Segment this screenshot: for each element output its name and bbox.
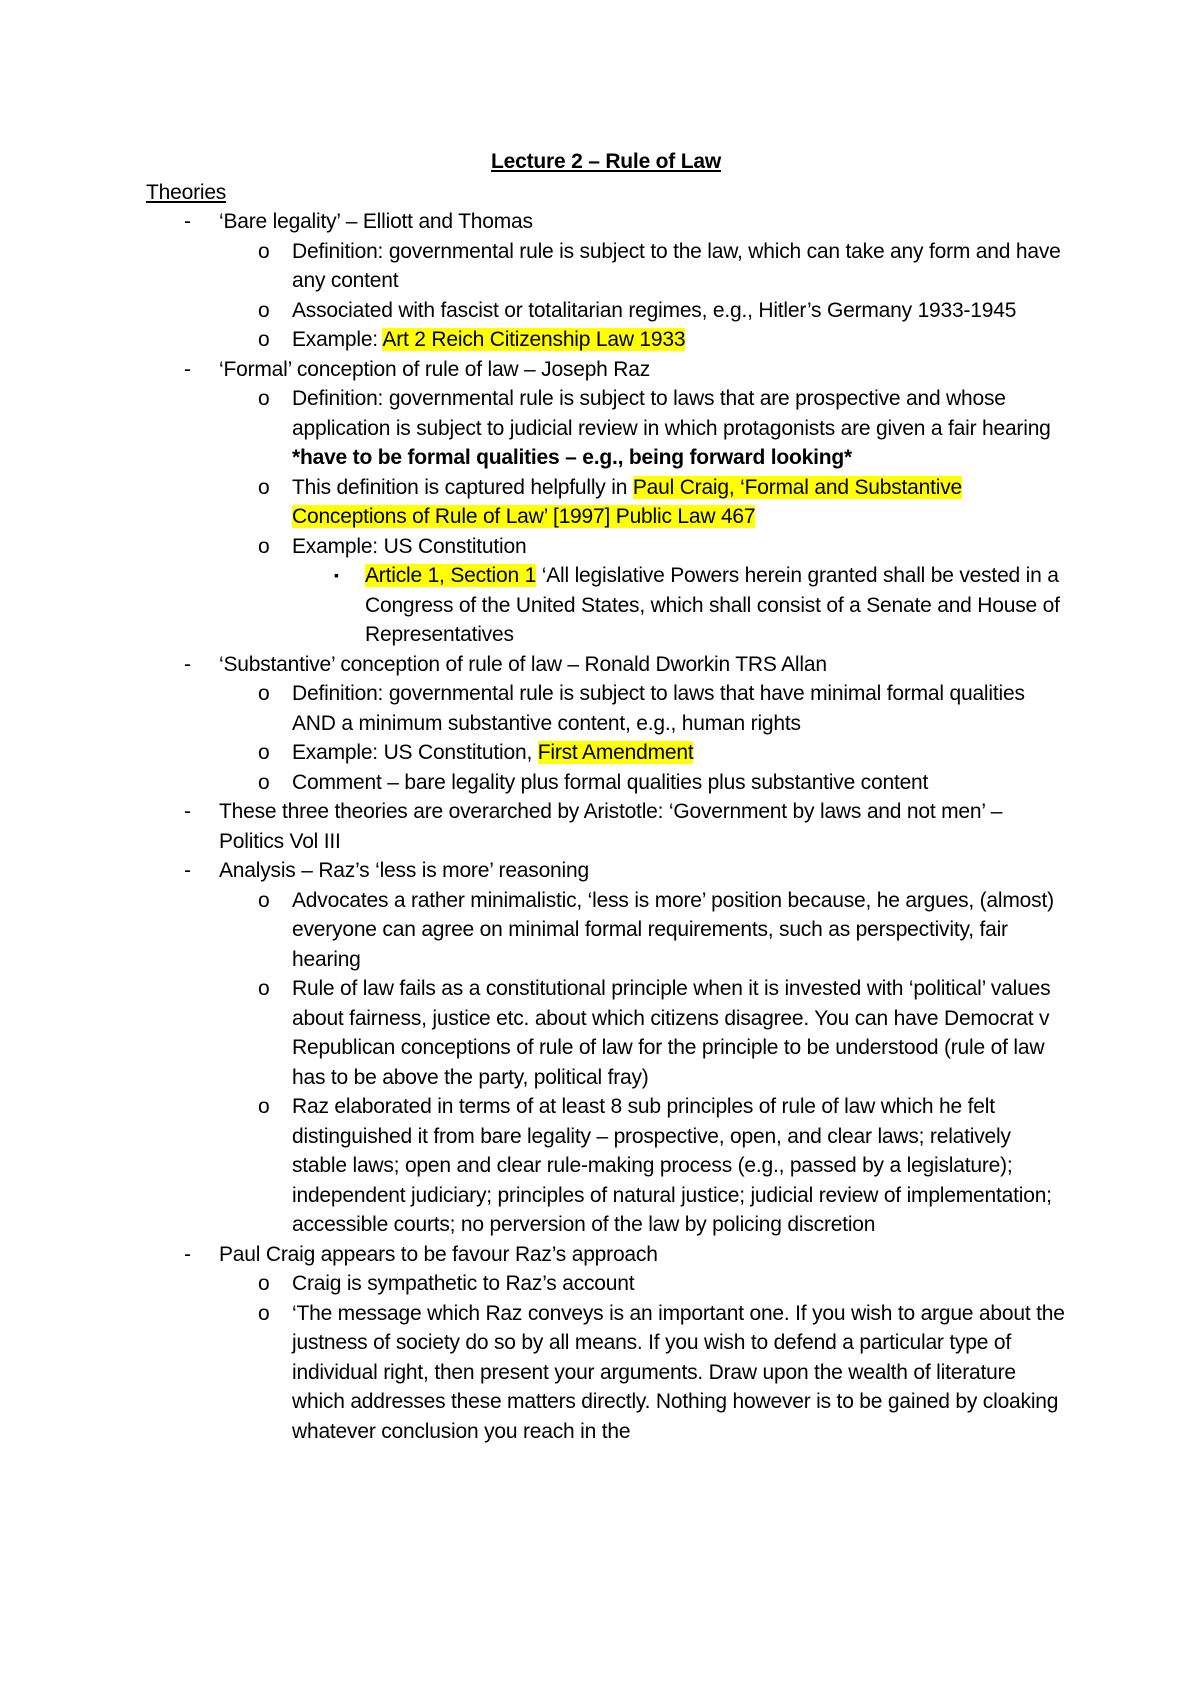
circle-bullet: o bbox=[258, 387, 270, 410]
sub-list-item bbox=[146, 738, 1066, 768]
circle-bullet: o bbox=[258, 298, 270, 322]
sub-list-item bbox=[146, 679, 1066, 738]
list-item-text: ‘Formal’ conception of rule of law – Joseph Raz bbox=[219, 357, 651, 381]
sub-list-item-text: Definition: governmental rule is subject to the law, which can take any form and have any content bbox=[292, 239, 1061, 292]
sub-list-item bbox=[146, 237, 1066, 296]
highlighted-text: Article 1, Section 1 bbox=[365, 564, 537, 587]
list-item-text: ‘Bare legality’ – Elliott and Thomas bbox=[219, 210, 533, 233]
sub-sub-list-item-text: ‘All legislative Powers herein granted shall be vested in a Congress of the United States, which shall consist of a Senate and House of Representatives bbox=[365, 564, 1060, 646]
sub-list-item-text: Advocates a rather minimalistic, ‘less is more’ position because, he argues, (almost) everyone can agree on minimal formal requirements, such as perspectivity, fair hearing bbox=[292, 888, 1054, 971]
sub-list-item-text: Associated with fascist or totalitarian regimes, e.g., Hitler’s Germany 1933-1945 bbox=[292, 298, 1017, 322]
sub-list-item-text: Craig is sympathetic to Raz’s account bbox=[292, 1272, 635, 1295]
sub-list-item bbox=[146, 532, 1066, 562]
sub-list-item bbox=[146, 325, 1066, 355]
sub-list-item-text: Comment – bare legality plus formal qualities plus substantive content bbox=[292, 770, 929, 794]
list-item bbox=[146, 207, 1066, 237]
sub-list-item-text: Raz elaborated in terms of at least 8 sub principles of rule of law which he felt distinguished it from bare legality – prospective, open, and clear laws; relatively stable laws; open and clear rule-making process (e.g., passed by a legislature); independent judiciary; principles of natural justice; judicial review of implementation; accessible courts; no perversion of the law by policing discretion bbox=[292, 1095, 1052, 1236]
circle-bullet: o bbox=[258, 770, 270, 794]
sub-list-item-text: ‘The message which Raz conveys is an important one. If you wish to argue about the justness of society do so by all means. If you wish to defend a particular type of individual right, then present your arguments. Draw upon the wealth of literature which addresses these matters directly. Nothing however is to be gained by cloaking whatever conclusion you reach in the bbox=[292, 1301, 1065, 1443]
sub-list-item bbox=[146, 886, 1066, 975]
sub-list-item bbox=[146, 1092, 1066, 1240]
sub-list-item-text: This definition is captured helpfully in bbox=[292, 475, 633, 499]
list-item-text: These three theories are overarched by Aristotle: ‘Government by laws and not men’ – Politics Vol III bbox=[219, 800, 1003, 853]
dash-bullet: - bbox=[184, 800, 191, 823]
circle-bullet: o bbox=[258, 741, 270, 764]
sub-list-item-text: Example: US Constitution, bbox=[292, 741, 538, 764]
sub-list-item bbox=[146, 473, 1066, 532]
list-item-text: ‘Substantive’ conception of rule of law – Ronald Dworkin TRS Allan bbox=[219, 652, 827, 676]
circle-bullet: o bbox=[258, 1301, 270, 1325]
list-item bbox=[146, 797, 1066, 856]
sub-list-item bbox=[146, 974, 1066, 1092]
sub-list-item-text: Example: bbox=[292, 328, 383, 351]
list-item bbox=[146, 355, 1066, 385]
list-item-text: Paul Craig appears to be favour Raz’s approach bbox=[219, 1242, 658, 1266]
list-item bbox=[146, 1240, 1066, 1270]
dash-bullet: - bbox=[184, 1242, 191, 1266]
sub-sub-list-item bbox=[146, 561, 1066, 650]
circle-bullet: o bbox=[258, 888, 270, 912]
sub-list-item-text: Rule of law fails as a constitutional principle when it is invested with ‘political’ values about fairness, justice etc. about which citizens disagree. You can have Democrat v Republican conceptions of rule of law for the principle to be understood (rule of law has to be above the party, political fray) bbox=[292, 977, 1051, 1089]
sub-list-item bbox=[146, 296, 1066, 326]
sub-list-item bbox=[146, 384, 1066, 473]
document-body bbox=[146, 147, 1066, 1446]
sub-list-item bbox=[146, 768, 1066, 798]
circle-bullet: o bbox=[258, 682, 270, 705]
sub-list-item bbox=[146, 1269, 1066, 1299]
circle-bullet: o bbox=[258, 977, 270, 1000]
dash-bullet: - bbox=[184, 652, 191, 676]
circle-bullet: o bbox=[258, 328, 270, 351]
sub-list-item bbox=[146, 1299, 1066, 1447]
sub-list-item-text: Definition: governmental rule is subject to laws that are prospective and whose application is subject to judicial review in which protagonists are given a fair hearing bbox=[292, 387, 1051, 440]
list-item bbox=[146, 650, 1066, 680]
list-item bbox=[146, 856, 1066, 886]
section-heading: Theories bbox=[146, 180, 227, 204]
circle-bullet: o bbox=[258, 1272, 270, 1295]
circle-bullet: o bbox=[258, 239, 270, 263]
circle-bullet: o bbox=[258, 475, 270, 499]
highlighted-text: Paul Craig, ‘Formal and Substantive Conceptions of Rule of Law’ [1997] Public Law 467 bbox=[292, 475, 962, 528]
highlighted-text: Art 2 Reich Citizenship Law 1933 bbox=[382, 328, 686, 351]
dash-bullet: - bbox=[184, 357, 191, 381]
sub-list-item-text: Example: US Constitution bbox=[292, 534, 527, 558]
dash-bullet: - bbox=[184, 859, 191, 882]
dash-bullet: - bbox=[184, 210, 191, 233]
list-item-text: Analysis – Raz’s ‘less is more’ reasoning bbox=[219, 859, 589, 882]
circle-bullet: o bbox=[258, 534, 270, 558]
square-bullet: ▪ bbox=[334, 567, 339, 583]
circle-bullet: o bbox=[258, 1095, 270, 1118]
document-title: Lecture 2 – Rule of Law bbox=[491, 150, 721, 173]
bold-text: *have to be formal qualities – e.g., being forward looking* bbox=[292, 446, 852, 469]
sub-list-item-text: Definition: governmental rule is subject to laws that have minimal formal qualities AND a minimum substantive content, e.g., human rights bbox=[292, 682, 1025, 735]
highlighted-text: First Amendment bbox=[537, 741, 694, 764]
